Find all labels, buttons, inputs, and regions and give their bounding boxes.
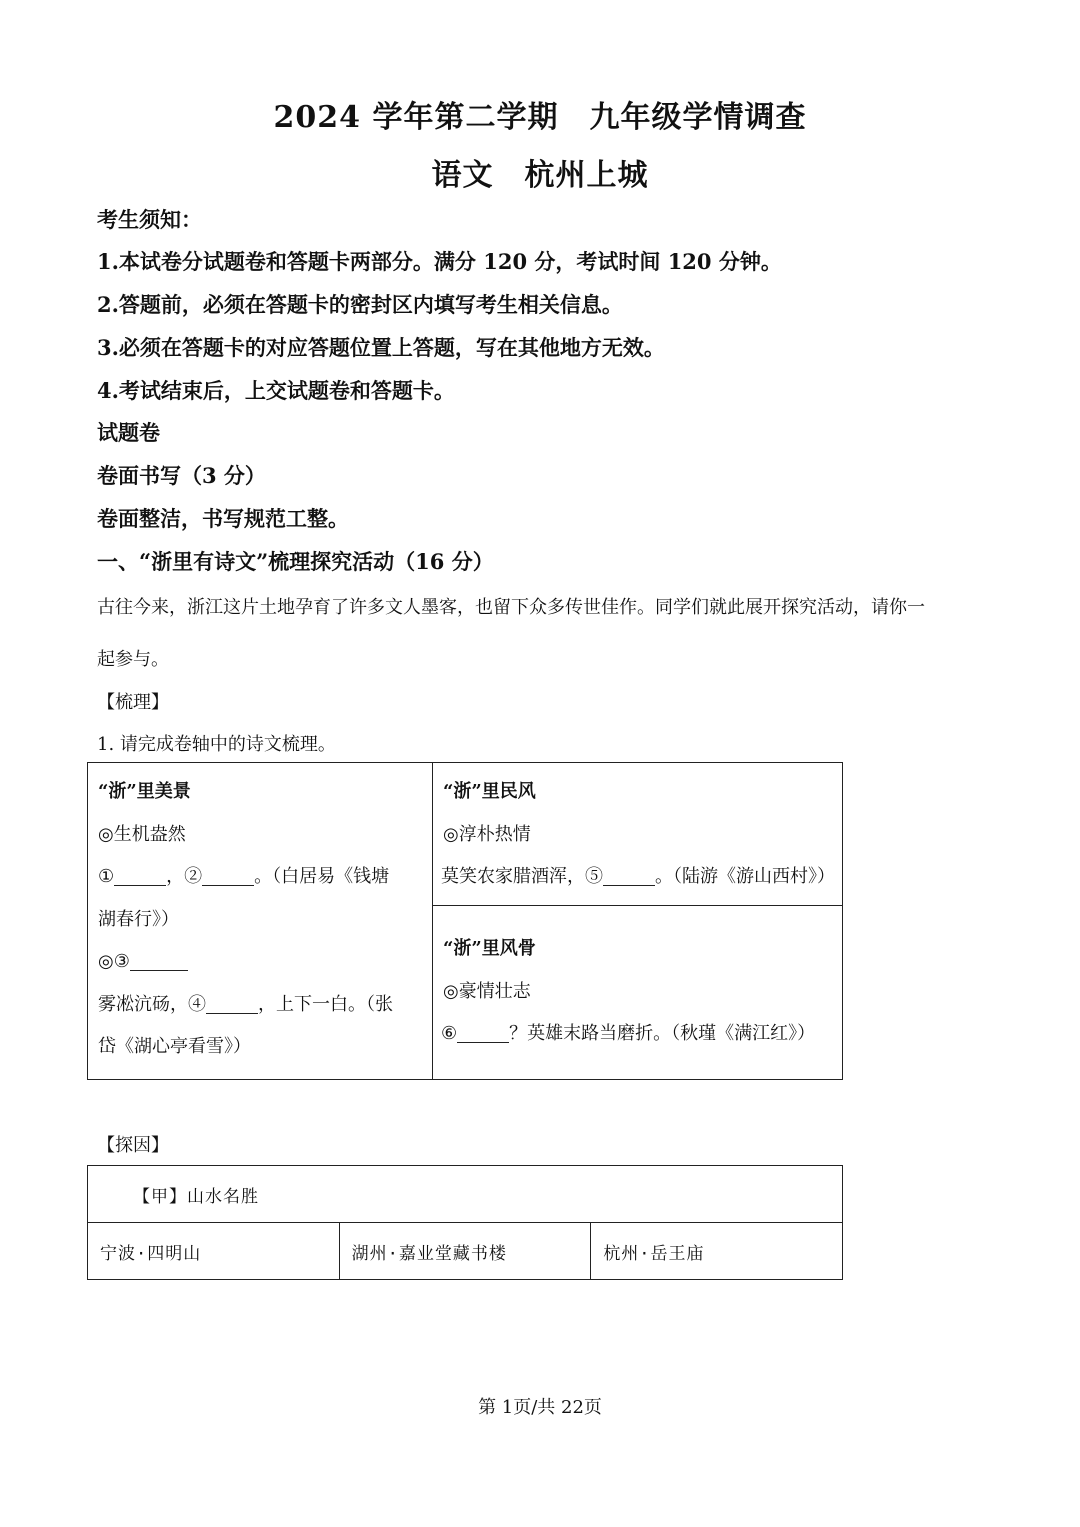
page-number: 第 1页/共 22页 xyxy=(478,1397,602,1418)
explore-cell-ningbo: 宁波·四明山 xyxy=(88,1223,340,1280)
notice-item-4: 4.考试结束后，上交试题卷和答题卡。 xyxy=(97,378,455,403)
explore-cell-huzhou: 湖州·嘉业堂藏书楼 xyxy=(339,1223,591,1280)
spirit-sub: ◎豪情壮志 xyxy=(443,980,531,1002)
notice-item-3: 3.必须在答题卡的对应答题位置上答题，写在其他地方无效。 xyxy=(97,335,665,360)
folk-line1: 莫笑农家腊酒浑，⑤ 。（陆游《游山西村》） xyxy=(441,856,832,899)
part1-title: 一、“浙里有诗文”梳理探究活动（16 分） xyxy=(97,549,494,574)
explore-table xyxy=(87,1165,843,1280)
notice-heading: 考生须知： xyxy=(97,207,202,232)
scenery-line3: ◎③ xyxy=(98,941,422,984)
scenery-line5: 岱《湖心亭看雪》） xyxy=(98,1036,251,1057)
exam-title: 2024 学年第二学期 九年级学情调查 xyxy=(273,100,807,135)
folk-head: “浙”里民风 xyxy=(443,781,536,802)
cell-spirit xyxy=(433,906,843,1080)
handwriting-title: 卷面书写（3 分） xyxy=(97,463,266,488)
part1-intro-line1: 古往今来，浙江这片土地孕育了许多文人墨客，也留下众多传世佳作。同学们就此展开探究活动，请你一 xyxy=(97,597,925,618)
exam-subtitle: 语文 杭州上城 xyxy=(431,158,649,193)
cell-scenery xyxy=(88,763,433,1080)
part1-intro-line2: 起参与。 xyxy=(97,649,169,670)
question-1: 1. 请完成卷轴中的诗文梳理。 xyxy=(97,734,336,755)
scenery-line4: 雾凇沆砀，④ ，上下一白。（张 xyxy=(98,984,422,1027)
handwriting-text: 卷面整洁，书写规范工整。 xyxy=(97,506,349,531)
label-explore: 【探因】 xyxy=(97,1135,169,1156)
scenery-head: “浙”里美景 xyxy=(98,781,191,802)
spirit-line1: ⑥ ？英雄末路当磨折。（秋瑾《满江红》） xyxy=(441,1013,832,1056)
cell-folk xyxy=(433,763,843,906)
explore-header: 【甲】山水名胜 xyxy=(88,1166,843,1223)
notice-item-2: 2.答题前，必须在答题卡的密封区内填写考生相关信息。 xyxy=(97,292,623,317)
answer-blank-1[interactable] xyxy=(114,863,166,886)
spirit-head: “浙”里风骨 xyxy=(443,938,536,959)
section-paper-label: 试题卷 xyxy=(97,420,160,445)
answer-blank-4[interactable] xyxy=(206,991,258,1014)
answer-blank-3[interactable] xyxy=(130,948,188,971)
scenery-sub1: ◎生机盎然 xyxy=(98,823,186,845)
folk-sub: ◎淳朴热情 xyxy=(443,823,531,845)
poem-sort-table xyxy=(87,762,843,1080)
notice-item-1: 1.本试卷分试题卷和答题卡两部分。满分 120 分，考试时间 120 分钟。 xyxy=(97,249,782,274)
scenery-line2: 湖春行》） xyxy=(98,908,179,930)
answer-blank-2[interactable] xyxy=(202,863,254,886)
explore-cell-hangzhou: 杭州·岳王庙 xyxy=(591,1223,843,1280)
label-sort: 【梳理】 xyxy=(97,692,169,713)
scenery-line1: ① ，② 。（白居易《钱塘 xyxy=(98,856,422,899)
answer-blank-6[interactable] xyxy=(457,1020,509,1043)
answer-blank-5[interactable] xyxy=(603,863,655,886)
